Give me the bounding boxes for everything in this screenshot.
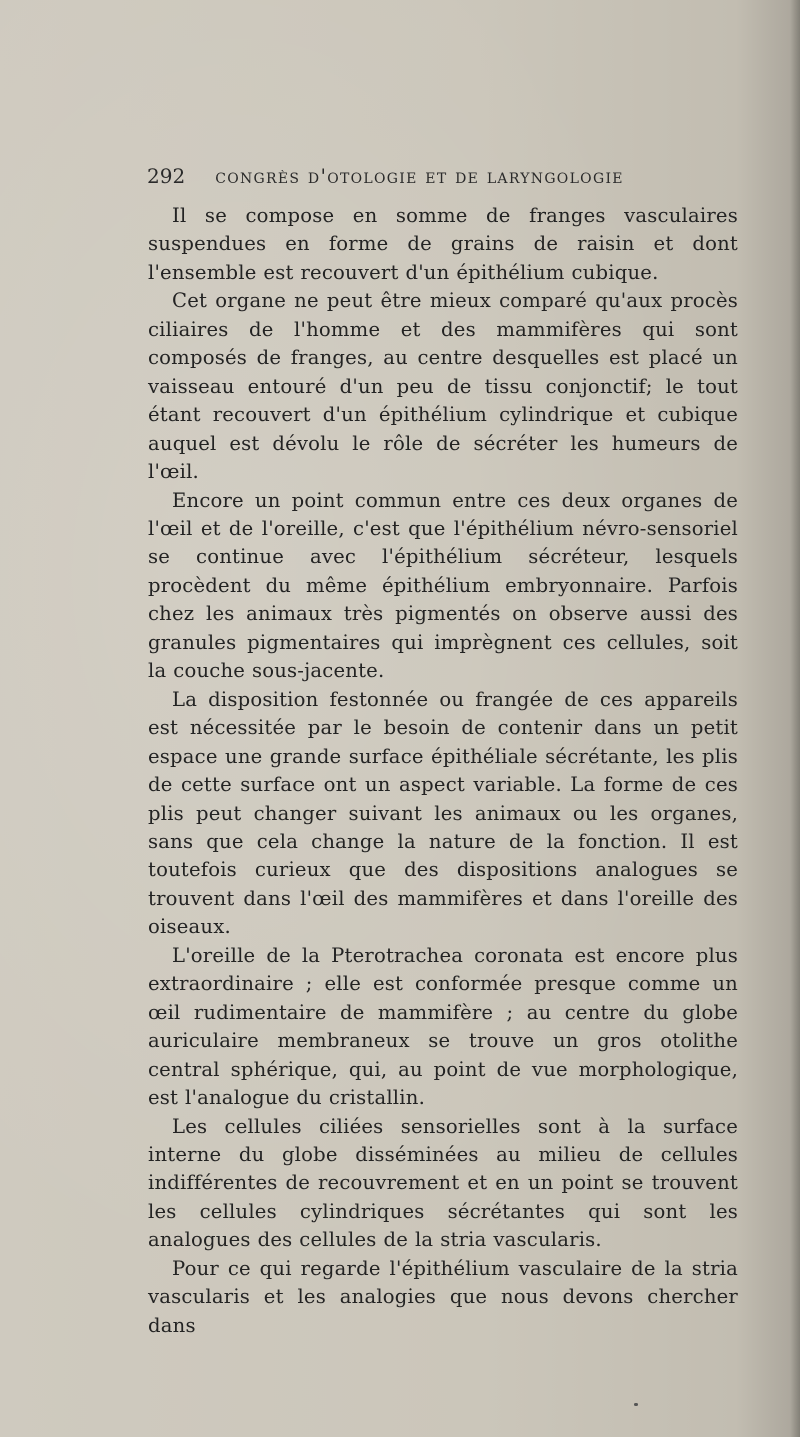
ink-speck [634, 1403, 638, 1406]
paragraph-6: Les cellules ciliées sensorielles sont à la surface interne du globe disséminées au milieu de cellules indifférentes de recouvrement et en un point se trouvent les cellules cylindriques sécrétantes qui sont les analogues des cellules de la stria vascularis. [148, 1114, 738, 1252]
page-number: 292 [147, 164, 186, 188]
paragraph-3: Encore un point commun entre ces deux organes de l'œil et de l'oreille, c'est que l'épithélium névro-sensoriel se continue avec l'épithélium sécréteur, lesquels procèdent du même épithélium embryonnaire. Parfois chez les animaux très pigmentés on observe aussi des granules pigmentaires qui imprègnent ces cellules, soit la couche sous-jacente. [148, 488, 738, 683]
paragraph-7: Pour ce qui regarde l'épithélium vasculaire de la stria vascularis et les analogies que nous devons chercher dans [148, 1256, 738, 1337]
body-text [148, 202, 738, 1340]
paragraph-1: Il se compose en somme de franges vasculaires suspendues en forme de grains de raisin et dont l'ensemble est recouvert d'un épithélium cubique. [148, 204, 738, 284]
paragraph-5: L'oreille de la Pterotrachea coronata est encore plus extraordinaire ; elle est conformée presque comme un œil rudimentaire de mammifère ; au centre du globe auriculaire membraneux se trouve un gros otolithe central sphérique, qui, au point de vue morphologique, est l'analogue du cristallin. [148, 943, 738, 1110]
running-header [147, 164, 667, 194]
running-title: congrès d'otologie et de laryngologie [215, 164, 624, 188]
paragraph-2: Cet organe ne peut être mieux comparé qu'aux procès ciliaires de l'homme et des mammifères qui sont composés de franges, au centre desquelles est placé un vaisseau entouré d'un peu de tissu conjonctif; le tout étant recouvert d'un épithélium cylindrique et cubique auquel est dévolu le rôle de sécréter les humeurs de l'œil. [148, 289, 738, 484]
page-edge-shadow [790, 0, 800, 1437]
paragraph-4: La disposition festonnée ou frangée de ces appareils est nécessitée par le besoin de contenir dans un petit espace une grande surface épithéliale sécrétante, les plis de cette surface ont un aspect variable. La forme de ces plis peut changer suivant les animaux ou les organes, sans que cela change la nature de la fonction. Il est toutefois curieux que des dispositions analogues se trouvent dans l'œil des mammifères et dans l'oreille des oiseaux. [148, 687, 738, 939]
